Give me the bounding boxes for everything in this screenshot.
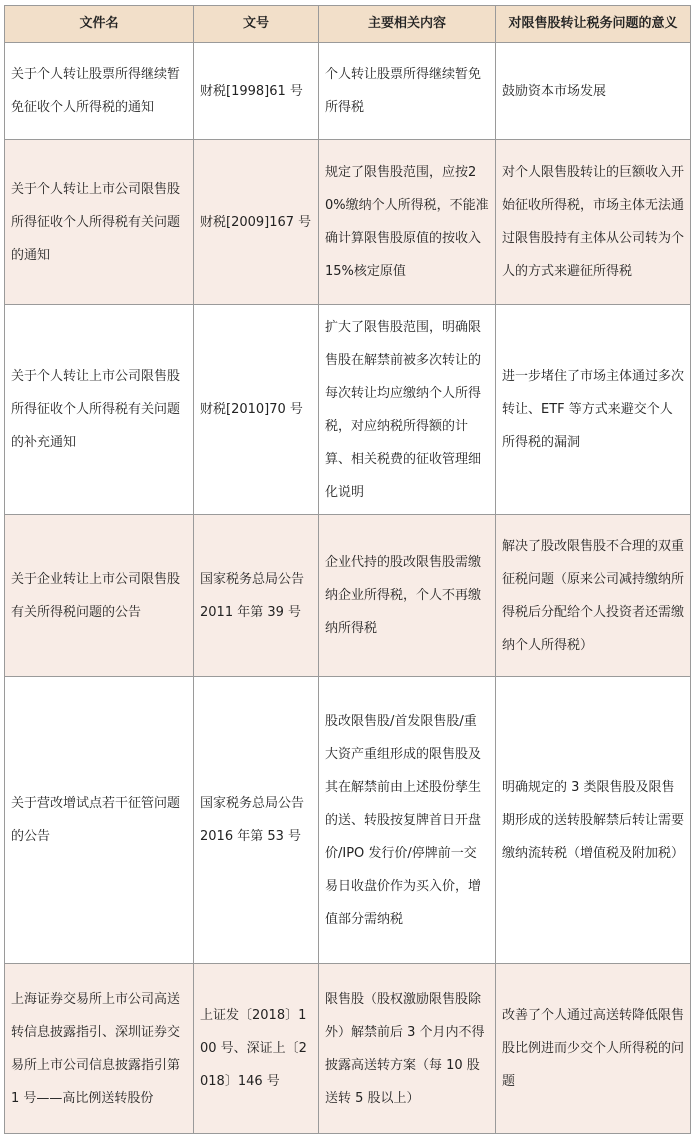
cell-main-content: 限售股（股权激励限售股除外）解禁前后 3 个月内不得披露高送转方案（每 10 股送转 5 股以上） <box>319 964 496 1134</box>
table-row <box>5 305 691 515</box>
header-file-name: 文件名 <box>5 6 194 43</box>
cell-document-number: 国家税务总局公告2016 年第 53 号 <box>194 677 319 964</box>
cell-document-number: 财税[1998]61 号 <box>194 43 319 140</box>
cell-document-number: 国家税务总局公告2011 年第 39 号 <box>194 515 319 677</box>
table-row <box>5 140 691 305</box>
header-row <box>5 6 691 43</box>
cell-main-content: 规定了限售股范围，应按20%缴纳个人所得税，不能准确计算限售股原值的按收入 15%核定原值 <box>319 140 496 305</box>
cell-file-name: 上海证券交易所上市公司高送转信息披露指引、深圳证券交易所上市公司信息披露指引第1 号——高比例送转股份 <box>5 964 194 1134</box>
cell-main-content: 企业代持的股改限售股需缴纳企业所得税，个人不再缴纳所得税 <box>319 515 496 677</box>
header-significance: 对限售股转让税务问题的意义 <box>496 6 691 43</box>
cell-significance: 鼓励资本市场发展 <box>496 43 691 140</box>
table-row <box>5 515 691 677</box>
table-row <box>5 677 691 964</box>
table-row <box>5 964 691 1134</box>
cell-significance: 改善了个人通过高送转降低限售股比例进而少交个人所得税的问题 <box>496 964 691 1134</box>
cell-file-name: 关于个人转让股票所得继续暂免征收个人所得税的通知 <box>5 43 194 140</box>
cell-file-name: 关于营改增试点若干征管问题的公告 <box>5 677 194 964</box>
cell-document-number: 财税[2010]70 号 <box>194 305 319 515</box>
cell-document-number: 上证发〔2018〕100 号、深证上〔2018〕146 号 <box>194 964 319 1134</box>
cell-file-name: 关于企业转让上市公司限售股有关所得税问题的公告 <box>5 515 194 677</box>
cell-document-number: 财税[2009]167 号 <box>194 140 319 305</box>
cell-file-name: 关于个人转让上市公司限售股所得征收个人所得税有关问题的补充通知 <box>5 305 194 515</box>
cell-significance: 明确规定的 3 类限售股及限售期形成的送转股解禁后转让需要缴纳流转税（增值税及附加税） <box>496 677 691 964</box>
cell-main-content: 个人转让股票所得继续暂免所得税 <box>319 43 496 140</box>
cell-main-content: 扩大了限售股范围，明确限售股在解禁前被多次转让的每次转让均应缴纳个人所得税，对应纳税所得额的计算、相关税费的征收管理细化说明 <box>319 305 496 515</box>
tax-policy-table <box>4 5 691 1134</box>
cell-significance: 解决了股改限售股不合理的双重征税问题（原来公司减持缴纳所得税后分配给个人投资者还需缴纳个人所得税） <box>496 515 691 677</box>
header-document-number: 文号 <box>194 6 319 43</box>
cell-significance: 对个人限售股转让的巨额收入开始征收所得税，市场主体无法通过限售股持有主体从公司转为个人的方式来避征所得税 <box>496 140 691 305</box>
cell-file-name: 关于个人转让上市公司限售股所得征收个人所得税有关问题的通知 <box>5 140 194 305</box>
cell-main-content: 股改限售股/首发限售股/重大资产重组形成的限售股及其在解禁前由上述股份孳生的送、转股按复牌首日开盘价/IPO 发行价/停牌前一交易日收盘价作为买入价，增值部分需纳税 <box>319 677 496 964</box>
table-row <box>5 43 691 140</box>
cell-significance: 进一步堵住了市场主体通过多次转让、ETF 等方式来避交个人所得税的漏洞 <box>496 305 691 515</box>
header-main-content: 主要相关内容 <box>319 6 496 43</box>
